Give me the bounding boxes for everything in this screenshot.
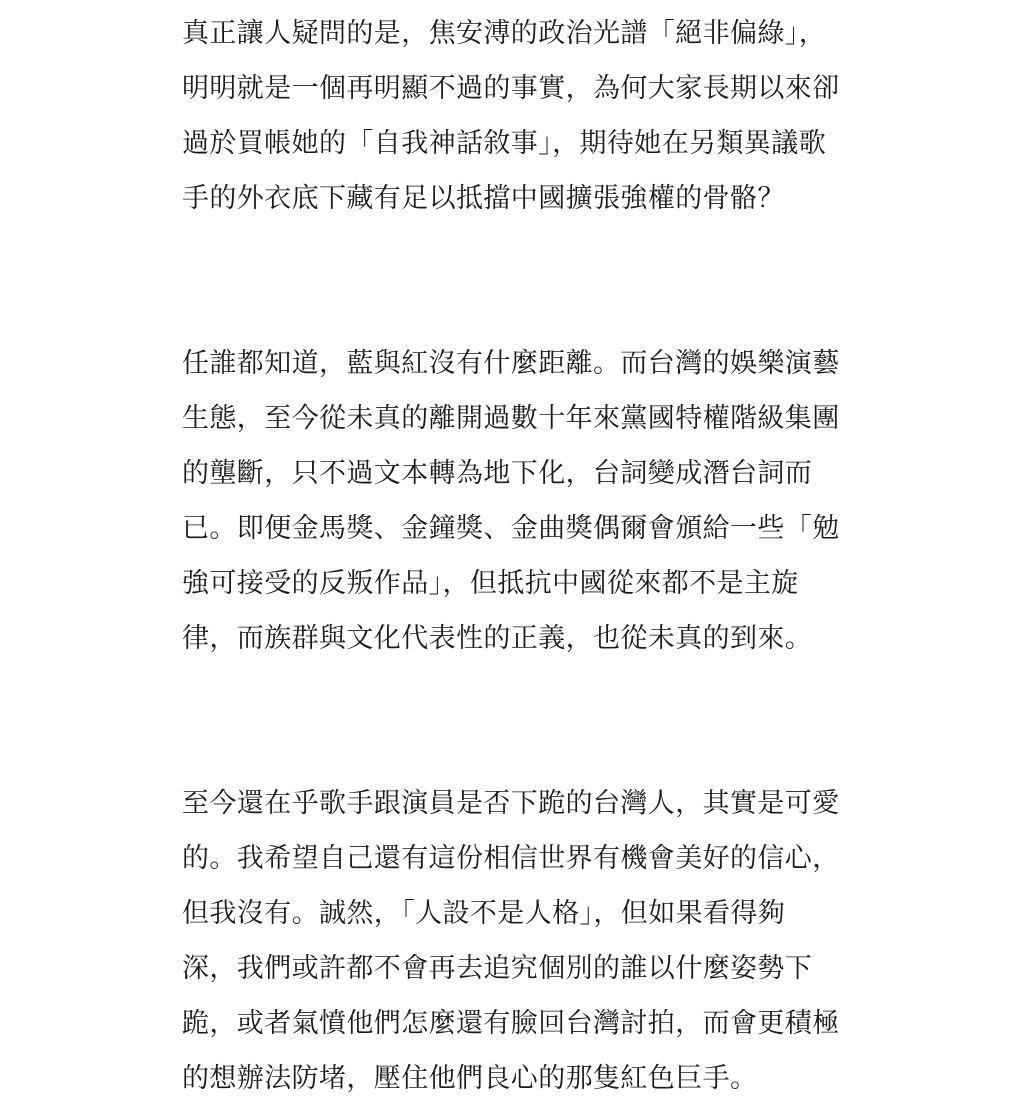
text-line: 明明就是一個再明顯不過的事實，為何大家長期以來卻 — [182, 73, 840, 104]
text-line: 深，我們或許都不會再去追究個別的誰以什麼姿勢下 — [182, 953, 813, 984]
text-line: 的。我希望自己還有這份相信世界有機會美好的信心， — [182, 843, 840, 874]
paragraph-spacer — [182, 226, 852, 336]
paragraph-spacer — [182, 666, 852, 776]
paragraph-1 — [182, 6, 852, 226]
text-line: 的想辦法防堵，壓住他們良心的那隻紅色巨手。 — [182, 1063, 758, 1094]
text-line: 過於買帳她的「自我神話敘事」，期待她在另類異議歌 — [182, 128, 827, 159]
text-line: 律，而族群與文化代表性的正義，也從未真的到來。 — [182, 623, 813, 654]
text-line: 但我沒有。誠然，「人設不是人格」，但如果看得夠 — [182, 898, 786, 929]
article-body — [182, 6, 852, 1106]
text-line: 手的外衣底下藏有足以抵擋中國擴張強權的骨骼？ — [182, 183, 785, 214]
text-line: 生態，至今從未真的離開過數十年來黨國特權階級集團 — [182, 403, 840, 434]
text-line: 的壟斷，只不過文本轉為地下化，台詞變成潛台詞而 — [182, 458, 813, 489]
text-line: 至今還在乎歌手跟演員是否下跪的台灣人，其實是可愛 — [182, 788, 840, 819]
text-line: 已。即便金馬獎、金鐘獎、金曲獎偶爾會頒給一些「勉 — [182, 513, 840, 544]
paragraph-2 — [182, 336, 852, 666]
text-line: 真正讓人疑問的是，焦安溥的政治光譜「絕非偏綠」， — [182, 18, 827, 49]
paragraph-3 — [182, 776, 852, 1106]
text-line: 強可接受的反叛作品」，但抵抗中國從來都不是主旋 — [182, 568, 799, 599]
text-line: 跪，或者氣憤他們怎麼還有臉回台灣討拍，而會更積極 — [182, 1008, 840, 1039]
text-line: 任誰都知道，藍與紅沒有什麼距離。而台灣的娛樂演藝 — [182, 348, 840, 379]
